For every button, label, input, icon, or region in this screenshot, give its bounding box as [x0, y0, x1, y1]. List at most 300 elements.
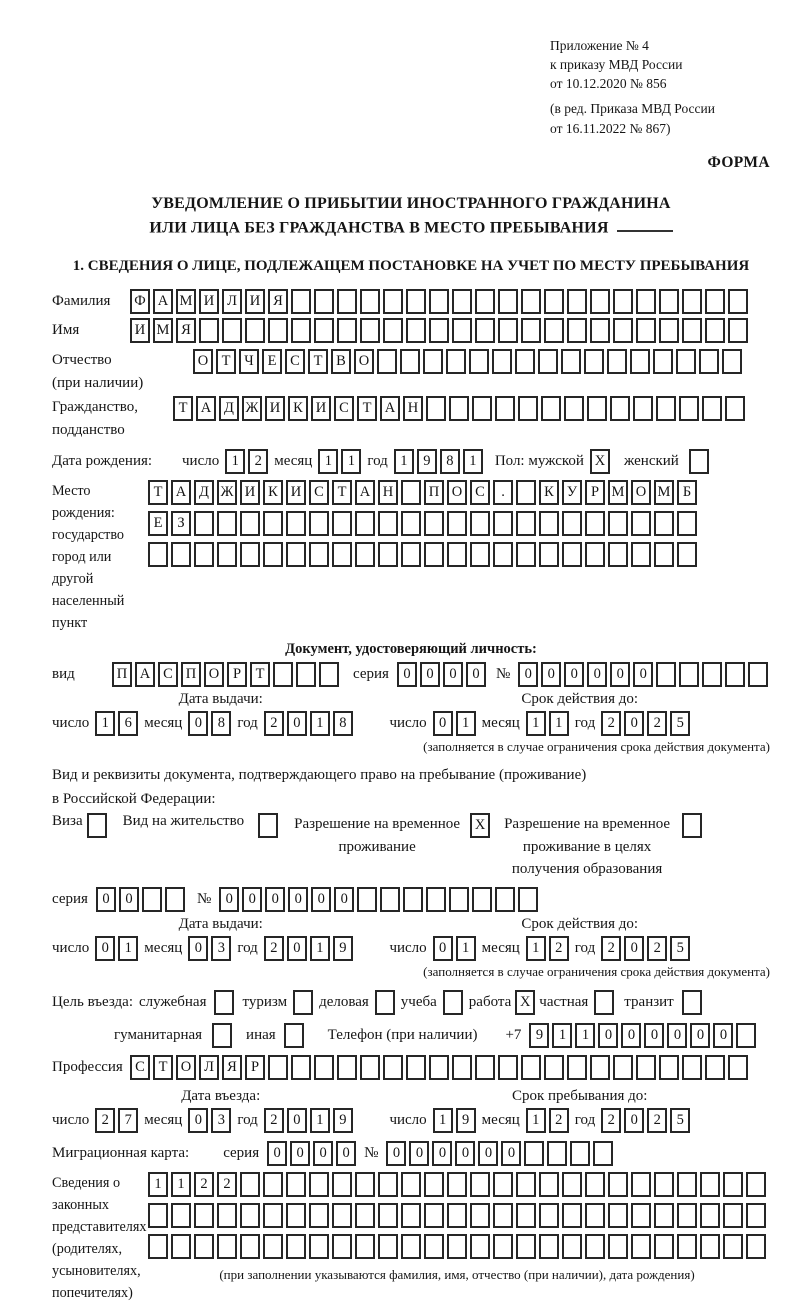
residence-number-cells[interactable] [219, 887, 538, 912]
cell-box[interactable] [544, 318, 564, 343]
cell-box[interactable] [222, 318, 242, 343]
cell-box[interactable]: В [331, 349, 351, 374]
cell-box[interactable] [332, 1172, 352, 1197]
cell-box[interactable] [403, 887, 423, 912]
cell-box[interactable] [518, 396, 538, 421]
cell-box[interactable]: Д [194, 480, 214, 505]
cell-box[interactable] [240, 1234, 260, 1259]
cell-box[interactable] [564, 396, 584, 421]
cell-box[interactable]: 5 [670, 936, 690, 961]
cell-box[interactable] [561, 349, 581, 374]
cell-box[interactable]: С [309, 480, 329, 505]
cell-box[interactable] [562, 511, 582, 536]
cell-box[interactable] [212, 1023, 232, 1048]
cell-box[interactable] [594, 990, 614, 1015]
entry-month-cells[interactable] [188, 1108, 231, 1133]
cell-box[interactable] [748, 662, 768, 687]
cell-box[interactable]: 1 [526, 1108, 546, 1133]
cell-box[interactable]: X [470, 813, 490, 838]
cell-box[interactable]: 2 [647, 1108, 667, 1133]
cell-box[interactable] [585, 1234, 605, 1259]
cell-box[interactable]: 1 [526, 711, 546, 736]
cell-box[interactable]: Ж [217, 480, 237, 505]
cell-box[interactable] [406, 1055, 426, 1080]
entry-day-cells[interactable] [95, 1108, 138, 1133]
cell-box[interactable] [562, 542, 582, 567]
cell-box[interactable] [636, 1055, 656, 1080]
cell-box[interactable] [286, 542, 306, 567]
phone-cells[interactable] [529, 1023, 756, 1048]
cell-box[interactable] [332, 511, 352, 536]
cell-box[interactable] [309, 1172, 329, 1197]
cell-box[interactable] [521, 289, 541, 314]
cell-box[interactable]: 0 [267, 1141, 287, 1166]
cell-box[interactable]: 9 [529, 1023, 549, 1048]
cell-box[interactable]: А [196, 396, 216, 421]
doc-series-cells[interactable] [397, 662, 486, 687]
cell-box[interactable] [567, 289, 587, 314]
doc-valid-year-cells[interactable] [601, 711, 690, 736]
cell-box[interactable]: . [493, 480, 513, 505]
cell-box[interactable] [446, 349, 466, 374]
cell-box[interactable]: С [158, 662, 178, 687]
cell-box[interactable] [700, 1203, 720, 1228]
cell-box[interactable]: О [631, 480, 651, 505]
cell-box[interactable]: Ф [130, 289, 150, 314]
cell-box[interactable] [337, 318, 357, 343]
cell-box[interactable] [539, 1203, 559, 1228]
residence-permit-checkbox[interactable] [258, 813, 278, 838]
cell-box[interactable]: А [153, 289, 173, 314]
cell-box[interactable] [516, 511, 536, 536]
cell-box[interactable]: О [447, 480, 467, 505]
cell-box[interactable]: 0 [397, 662, 417, 687]
cell-box[interactable] [539, 542, 559, 567]
cell-box[interactable]: 0 [587, 662, 607, 687]
cell-box[interactable] [539, 511, 559, 536]
purpose-transit-checkbox[interactable] [682, 990, 702, 1015]
cell-box[interactable] [194, 542, 214, 567]
cell-box[interactable]: 0 [432, 1141, 452, 1166]
cell-box[interactable]: Д [219, 396, 239, 421]
cell-box[interactable] [268, 318, 288, 343]
cell-box[interactable] [590, 289, 610, 314]
cell-box[interactable] [360, 1055, 380, 1080]
cell-box[interactable]: 1 [552, 1023, 572, 1048]
cell-box[interactable] [498, 289, 518, 314]
cell-box[interactable]: А [380, 396, 400, 421]
cell-box[interactable] [613, 318, 633, 343]
cell-box[interactable]: И [199, 289, 219, 314]
cell-box[interactable] [142, 887, 162, 912]
cell-box[interactable] [608, 1234, 628, 1259]
cell-box[interactable]: 1 [310, 711, 330, 736]
cell-box[interactable] [380, 887, 400, 912]
cell-box[interactable] [424, 511, 444, 536]
cell-box[interactable] [148, 1234, 168, 1259]
cell-box[interactable]: Е [262, 349, 282, 374]
cell-box[interactable]: 2 [647, 711, 667, 736]
cell-box[interactable] [516, 1203, 536, 1228]
cell-box[interactable] [470, 542, 490, 567]
cell-box[interactable] [447, 511, 467, 536]
cell-box[interactable] [426, 887, 446, 912]
cell-box[interactable] [656, 662, 676, 687]
cell-box[interactable] [585, 511, 605, 536]
doc-issue-month-cells[interactable] [188, 711, 231, 736]
cell-box[interactable] [746, 1203, 766, 1228]
cell-box[interactable] [87, 813, 107, 838]
cell-box[interactable] [521, 318, 541, 343]
stay-day-cells[interactable] [433, 1108, 476, 1133]
cell-box[interactable]: 2 [248, 449, 268, 474]
cell-box[interactable] [263, 542, 283, 567]
cell-box[interactable] [498, 318, 518, 343]
sex-female-checkbox[interactable] [689, 449, 709, 474]
cell-box[interactable] [383, 289, 403, 314]
cell-box[interactable]: Ч [239, 349, 259, 374]
cell-box[interactable] [378, 1203, 398, 1228]
cell-box[interactable] [584, 349, 604, 374]
cell-box[interactable] [585, 1172, 605, 1197]
residence-series-cells[interactable] [96, 887, 185, 912]
entry-year-cells[interactable] [264, 1108, 353, 1133]
cell-box[interactable] [736, 1023, 756, 1048]
cell-box[interactable]: 0 [610, 662, 630, 687]
cell-box[interactable] [633, 396, 653, 421]
cell-box[interactable] [268, 1055, 288, 1080]
cell-box[interactable] [286, 1172, 306, 1197]
cell-box[interactable] [677, 1234, 697, 1259]
cell-box[interactable]: И [311, 396, 331, 421]
cell-box[interactable]: 9 [333, 1108, 353, 1133]
cell-box[interactable]: Р [245, 1055, 265, 1080]
cell-box[interactable] [401, 1203, 421, 1228]
residence-valid-year-cells[interactable] [601, 936, 690, 961]
cell-box[interactable]: П [181, 662, 201, 687]
cell-box[interactable]: 1 [394, 449, 414, 474]
cell-box[interactable] [449, 887, 469, 912]
cell-box[interactable] [400, 349, 420, 374]
legal-reps-row3-cells[interactable] [148, 1234, 766, 1259]
cell-box[interactable] [746, 1172, 766, 1197]
cell-box[interactable] [689, 449, 709, 474]
cell-box[interactable] [429, 1055, 449, 1080]
cell-box[interactable] [705, 1055, 725, 1080]
cell-box[interactable] [515, 349, 535, 374]
cell-box[interactable] [631, 1203, 651, 1228]
cell-box[interactable]: 1 [171, 1172, 191, 1197]
cell-box[interactable] [217, 511, 237, 536]
cell-box[interactable]: 5 [670, 1108, 690, 1133]
cell-box[interactable]: 0 [667, 1023, 687, 1048]
doc-issue-year-cells[interactable] [264, 711, 353, 736]
cell-box[interactable]: 3 [211, 1108, 231, 1133]
cell-box[interactable] [401, 1234, 421, 1259]
cell-box[interactable] [286, 511, 306, 536]
cell-box[interactable] [516, 1172, 536, 1197]
cell-box[interactable] [314, 318, 334, 343]
cell-box[interactable]: 8 [440, 449, 460, 474]
cell-box[interactable]: М [176, 289, 196, 314]
cell-box[interactable] [631, 1234, 651, 1259]
cell-box[interactable]: М [608, 480, 628, 505]
cell-box[interactable] [677, 511, 697, 536]
cell-box[interactable]: 0 [598, 1023, 618, 1048]
cell-box[interactable] [723, 1234, 743, 1259]
cell-box[interactable]: И [240, 480, 260, 505]
cell-box[interactable] [659, 1055, 679, 1080]
cell-box[interactable] [470, 1172, 490, 1197]
cell-box[interactable]: 1 [341, 449, 361, 474]
cell-box[interactable] [148, 542, 168, 567]
cell-box[interactable]: Я [222, 1055, 242, 1080]
cell-box[interactable] [654, 511, 674, 536]
cell-box[interactable] [677, 1203, 697, 1228]
cell-box[interactable] [263, 1234, 283, 1259]
cell-box[interactable] [613, 1055, 633, 1080]
cell-box[interactable] [217, 1203, 237, 1228]
cell-box[interactable]: 0 [288, 887, 308, 912]
cell-box[interactable] [705, 318, 725, 343]
cell-box[interactable] [332, 542, 352, 567]
cell-box[interactable]: 0 [478, 1141, 498, 1166]
cell-box[interactable]: 0 [119, 887, 139, 912]
residence-issue-month-cells[interactable] [188, 936, 231, 961]
cell-box[interactable] [472, 396, 492, 421]
cell-box[interactable]: 8 [211, 711, 231, 736]
cell-box[interactable] [429, 318, 449, 343]
cell-box[interactable]: 0 [690, 1023, 710, 1048]
cell-box[interactable] [631, 1172, 651, 1197]
cell-box[interactable] [194, 1234, 214, 1259]
cell-box[interactable] [516, 542, 536, 567]
cell-box[interactable]: 0 [409, 1141, 429, 1166]
purpose-official-checkbox[interactable] [214, 990, 234, 1015]
cell-box[interactable]: 0 [313, 1141, 333, 1166]
cell-box[interactable]: Р [227, 662, 247, 687]
cell-box[interactable]: А [171, 480, 191, 505]
cell-box[interactable] [429, 289, 449, 314]
purpose-other-checkbox[interactable] [284, 1023, 304, 1048]
cell-box[interactable] [608, 1203, 628, 1228]
cell-box[interactable] [360, 289, 380, 314]
cell-box[interactable]: 1 [310, 1108, 330, 1133]
cell-box[interactable] [383, 318, 403, 343]
cell-box[interactable] [443, 990, 463, 1015]
cell-box[interactable]: З [171, 511, 191, 536]
cell-box[interactable]: 9 [417, 449, 437, 474]
cell-box[interactable]: 0 [96, 887, 116, 912]
stay-month-cells[interactable] [526, 1108, 569, 1133]
cell-box[interactable]: П [424, 480, 444, 505]
cell-box[interactable]: 0 [501, 1141, 521, 1166]
cell-box[interactable]: 2 [194, 1172, 214, 1197]
cell-box[interactable]: 0 [290, 1141, 310, 1166]
cell-box[interactable]: И [245, 289, 265, 314]
cell-box[interactable] [470, 1234, 490, 1259]
cell-box[interactable] [493, 511, 513, 536]
cell-box[interactable] [654, 1203, 674, 1228]
cell-box[interactable] [544, 1055, 564, 1080]
cell-box[interactable] [682, 318, 702, 343]
cell-box[interactable] [516, 480, 536, 505]
temp-residence-edu-checkbox[interactable] [682, 813, 702, 838]
cell-box[interactable]: Н [378, 480, 398, 505]
purpose-business-checkbox[interactable] [375, 990, 395, 1015]
cell-box[interactable] [375, 990, 395, 1015]
cell-box[interactable] [245, 318, 265, 343]
temp-residence-checkbox[interactable] [470, 813, 490, 838]
cell-box[interactable] [725, 662, 745, 687]
cell-box[interactable] [587, 396, 607, 421]
cell-box[interactable] [424, 1172, 444, 1197]
cell-box[interactable] [728, 318, 748, 343]
cell-box[interactable]: О [193, 349, 213, 374]
cell-box[interactable] [424, 542, 444, 567]
cell-box[interactable] [538, 349, 558, 374]
cell-box[interactable]: Т [332, 480, 352, 505]
cell-box[interactable]: М [153, 318, 173, 343]
cell-box[interactable]: С [334, 396, 354, 421]
cell-box[interactable]: Ж [242, 396, 262, 421]
cell-box[interactable] [309, 1203, 329, 1228]
cell-box[interactable]: 2 [601, 711, 621, 736]
cell-box[interactable]: 0 [443, 662, 463, 687]
cell-box[interactable] [383, 1055, 403, 1080]
cell-box[interactable]: 0 [188, 711, 208, 736]
cell-box[interactable] [682, 813, 702, 838]
patronymic-cells[interactable] [193, 349, 742, 374]
citizenship-cells[interactable] [173, 396, 745, 421]
cell-box[interactable] [541, 396, 561, 421]
cell-box[interactable] [377, 349, 397, 374]
cell-box[interactable]: 0 [287, 1108, 307, 1133]
cell-box[interactable] [659, 318, 679, 343]
cell-box[interactable]: 0 [564, 662, 584, 687]
cell-box[interactable]: А [355, 480, 375, 505]
cell-box[interactable] [447, 542, 467, 567]
cell-box[interactable]: Я [268, 289, 288, 314]
cell-box[interactable] [562, 1234, 582, 1259]
cell-box[interactable]: Е [148, 511, 168, 536]
birth-month-cells[interactable] [318, 449, 361, 474]
cell-box[interactable] [700, 1172, 720, 1197]
cell-box[interactable] [654, 542, 674, 567]
cell-box[interactable] [654, 1172, 674, 1197]
cell-box[interactable]: 0 [188, 936, 208, 961]
cell-box[interactable] [447, 1172, 467, 1197]
cell-box[interactable]: Т [308, 349, 328, 374]
cell-box[interactable]: 2 [549, 1108, 569, 1133]
residence-issue-year-cells[interactable] [264, 936, 353, 961]
cell-box[interactable] [423, 349, 443, 374]
cell-box[interactable]: 0 [633, 662, 653, 687]
cell-box[interactable]: 0 [420, 662, 440, 687]
cell-box[interactable] [452, 1055, 472, 1080]
cell-box[interactable] [470, 511, 490, 536]
cell-box[interactable] [293, 990, 313, 1015]
cell-box[interactable] [309, 542, 329, 567]
cell-box[interactable]: 0 [644, 1023, 664, 1048]
cell-box[interactable] [518, 887, 538, 912]
cell-box[interactable]: 1 [118, 936, 138, 961]
cell-box[interactable]: 1 [456, 936, 476, 961]
cell-box[interactable] [332, 1203, 352, 1228]
residence-valid-month-cells[interactable] [526, 936, 569, 961]
cell-box[interactable] [659, 289, 679, 314]
cell-box[interactable]: К [288, 396, 308, 421]
cell-box[interactable] [286, 1203, 306, 1228]
cell-box[interactable] [607, 349, 627, 374]
cell-box[interactable] [585, 1203, 605, 1228]
cell-box[interactable] [493, 1172, 513, 1197]
cell-box[interactable] [258, 813, 278, 838]
cell-box[interactable]: 0 [624, 711, 644, 736]
cell-box[interactable] [217, 1234, 237, 1259]
cell-box[interactable] [171, 542, 191, 567]
cell-box[interactable] [357, 887, 377, 912]
purpose-tourism-checkbox[interactable] [293, 990, 313, 1015]
birth-place-row1-cells[interactable] [148, 480, 697, 505]
cell-box[interactable] [273, 662, 293, 687]
cell-box[interactable]: 9 [456, 1108, 476, 1133]
cell-box[interactable]: Т [173, 396, 193, 421]
cell-box[interactable]: 0 [621, 1023, 641, 1048]
cell-box[interactable]: 0 [433, 711, 453, 736]
cell-box[interactable]: 0 [386, 1141, 406, 1166]
cell-box[interactable] [746, 1234, 766, 1259]
cell-box[interactable] [654, 1234, 674, 1259]
cell-box[interactable] [355, 511, 375, 536]
cell-box[interactable]: 1 [225, 449, 245, 474]
cell-box[interactable] [401, 542, 421, 567]
cell-box[interactable]: 9 [333, 936, 353, 961]
cell-box[interactable] [171, 1203, 191, 1228]
cell-box[interactable]: 0 [287, 936, 307, 961]
cell-box[interactable]: 1 [148, 1172, 168, 1197]
cell-box[interactable]: И [265, 396, 285, 421]
legal-reps-row1-cells[interactable] [148, 1172, 766, 1197]
cell-box[interactable] [291, 289, 311, 314]
cell-box[interactable] [148, 1203, 168, 1228]
cell-box[interactable]: М [654, 480, 674, 505]
cell-box[interactable] [677, 1172, 697, 1197]
cell-box[interactable] [495, 396, 515, 421]
cell-box[interactable]: П [112, 662, 132, 687]
cell-box[interactable]: 0 [624, 1108, 644, 1133]
cell-box[interactable]: Т [153, 1055, 173, 1080]
cell-box[interactable] [682, 990, 702, 1015]
cell-box[interactable] [171, 1234, 191, 1259]
cell-box[interactable] [498, 1055, 518, 1080]
cell-box[interactable] [401, 511, 421, 536]
cell-box[interactable]: 0 [713, 1023, 733, 1048]
purpose-private-checkbox[interactable] [594, 990, 614, 1015]
cell-box[interactable] [378, 542, 398, 567]
cell-box[interactable] [475, 289, 495, 314]
cell-box[interactable]: 2 [601, 1108, 621, 1133]
cell-box[interactable]: 1 [310, 936, 330, 961]
cell-box[interactable] [214, 990, 234, 1015]
cell-box[interactable] [516, 1234, 536, 1259]
cell-box[interactable]: 2 [264, 1108, 284, 1133]
cell-box[interactable]: 1 [433, 1108, 453, 1133]
cell-box[interactable]: Р [585, 480, 605, 505]
cell-box[interactable] [567, 318, 587, 343]
given-name-cells[interactable] [130, 318, 748, 343]
cell-box[interactable] [263, 511, 283, 536]
